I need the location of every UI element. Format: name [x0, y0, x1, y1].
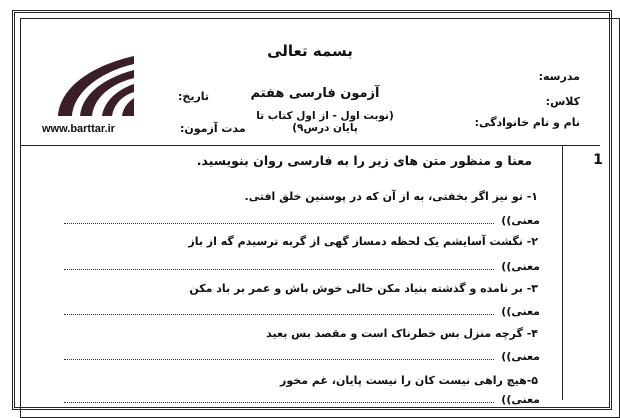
answer-line[interactable]	[64, 269, 494, 270]
header-separator	[20, 145, 600, 146]
meaning-row-1	[64, 214, 540, 228]
meaning-label: معنی))	[501, 260, 540, 273]
answer-line[interactable]	[64, 314, 494, 315]
page-title: بسمه تعالی	[267, 42, 353, 60]
question-item-5: ۵-هیچ راهی نیست کان را نیست پایان، غم مخور	[280, 374, 538, 387]
meaning-label: معنی))	[501, 350, 540, 363]
question-number-column-divider	[562, 146, 563, 400]
school-label: مدرسه:	[538, 70, 580, 83]
name-label: نام و نام خانوادگی:	[474, 116, 580, 129]
duration-label: مدت آزمون:	[180, 122, 246, 135]
date-label: تاریخ:	[178, 90, 210, 103]
question-item-2: ۲- نگشت آسایشم یک لحظه دمساز گهی از گربه ترسیدم گه از باز	[188, 235, 538, 248]
question-number: 1	[593, 152, 603, 168]
barttar-logo-icon	[50, 48, 140, 118]
meaning-row-5	[64, 393, 540, 407]
answer-line[interactable]	[64, 223, 494, 224]
meaning-label: معنی))	[501, 393, 540, 406]
meaning-label: معنی))	[501, 214, 540, 227]
class-label: کلاس:	[545, 95, 580, 108]
meaning-row-2	[64, 260, 540, 274]
question-item-1: ۱- تو نیز اگر بخفتی، به از آن که در پوستین خلق افتی.	[244, 190, 538, 203]
exam-title: آزمون فارسی هفتم	[250, 86, 380, 101]
meaning-row-3	[64, 305, 540, 319]
question-instruction: معنا و منظور متن های زیر را به فارسی روان بنویسید.	[196, 153, 532, 168]
answer-line[interactable]	[64, 402, 494, 403]
question-item-4: ۴- گرچه منزل بس خطرناک است و مقصد بس بعید	[266, 327, 538, 340]
meaning-label: معنی))	[501, 305, 540, 318]
exam-subtitle: (نوبت اول - از اول کتاب تا پایان درس۹)	[256, 110, 394, 134]
answer-line[interactable]	[64, 359, 494, 360]
question-item-3: ۳- بر نامده و گذشته بنیاد مکن حالی خوش باش و عمر بر باد مکن	[189, 282, 538, 295]
meaning-row-4	[64, 350, 540, 364]
website-link[interactable]: www.barttar.ir	[42, 123, 115, 135]
